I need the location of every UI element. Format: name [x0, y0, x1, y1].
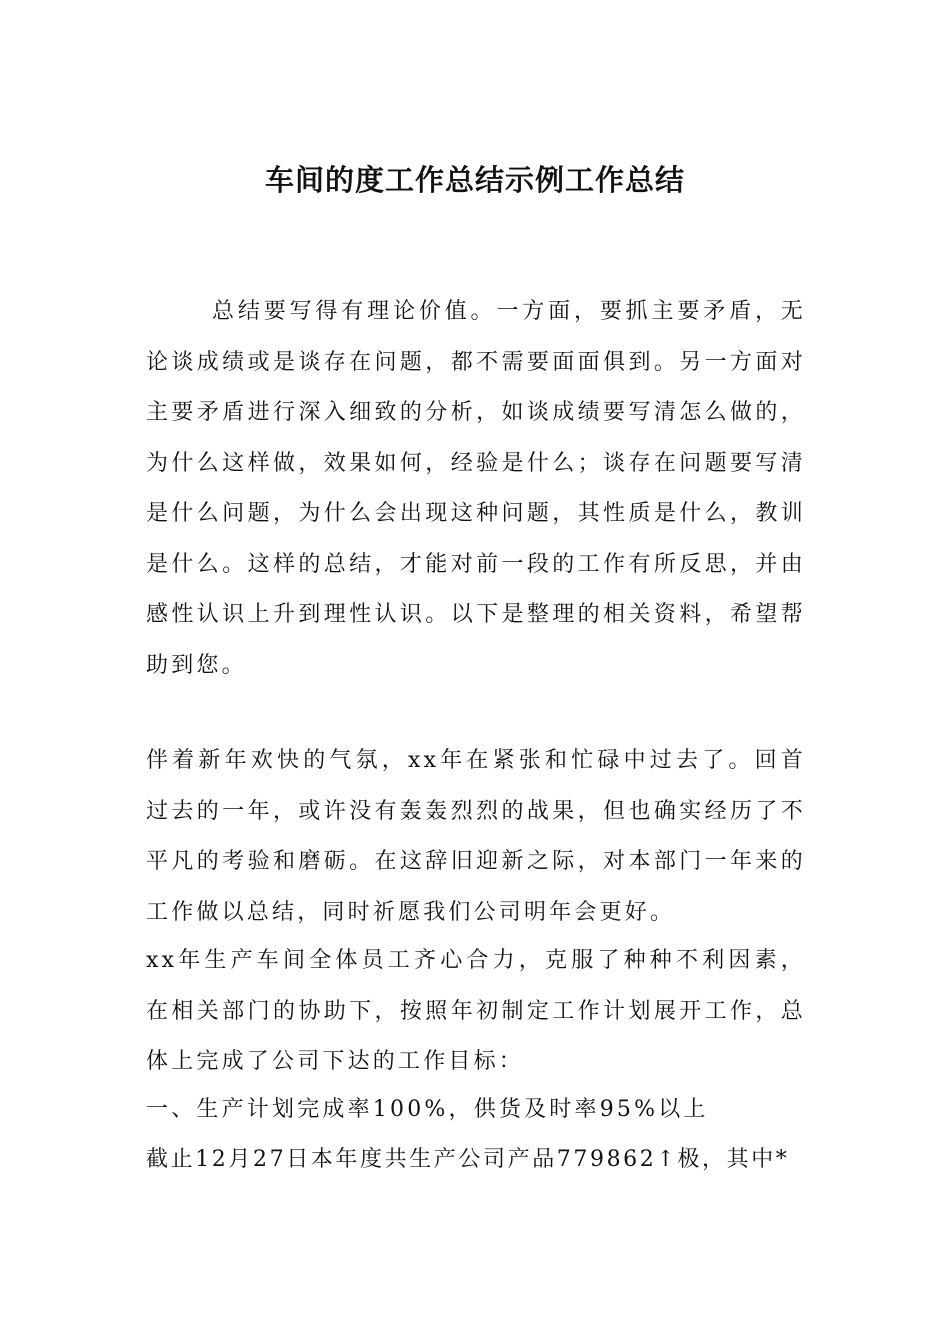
- document-title: 车间的度工作总结示例工作总结: [264, 163, 685, 197]
- section-heading-1: 一、生产计划完成率100%，供货及时率95%以上: [146, 1097, 709, 1122]
- production-stat-paragraph: 截止12月27日本年度共生产公司产品779862↑极，其中*: [146, 1147, 790, 1172]
- intro-paragraph: 总结要写得有理论价值。一方面，要抓主要矛盾，无论谈成绩或是谈存在问题，都不需要面面俱到。另一方面对主要矛盾进行深入细致的分析，如谈成绩要写清怎么做的，为什么这样做，效果如何，经验是什么；谈存在问题要写清是什么问题，为什么会出现这种问题，其性质是什么，教训是什么。这样的总结，才能对前一段的工作有所反思，并由感性认识上升到理性认识。以下是整理的相关资料，希望帮助到您。: [146, 299, 806, 678]
- year-review-paragraph: 伴着新年欢快的气氛，xx年在紧张和忙碌中过去了。回首过去的一年，或许没有轰轰烈烈的战果，但也确实经历了不平凡的考验和磨砺。在这辞旧迎新之际，对本部门一年来的工作做以总结，同时祈愿我们公司明年会更好。: [146, 748, 806, 925]
- workshop-summary-paragraph: xx年生产车间全体员工齐心合力，克服了种种不利因素，在相关部门的协助下，按照年初制定工作计划展开工作，总体上完成了公司下达的工作目标：: [146, 948, 806, 1074]
